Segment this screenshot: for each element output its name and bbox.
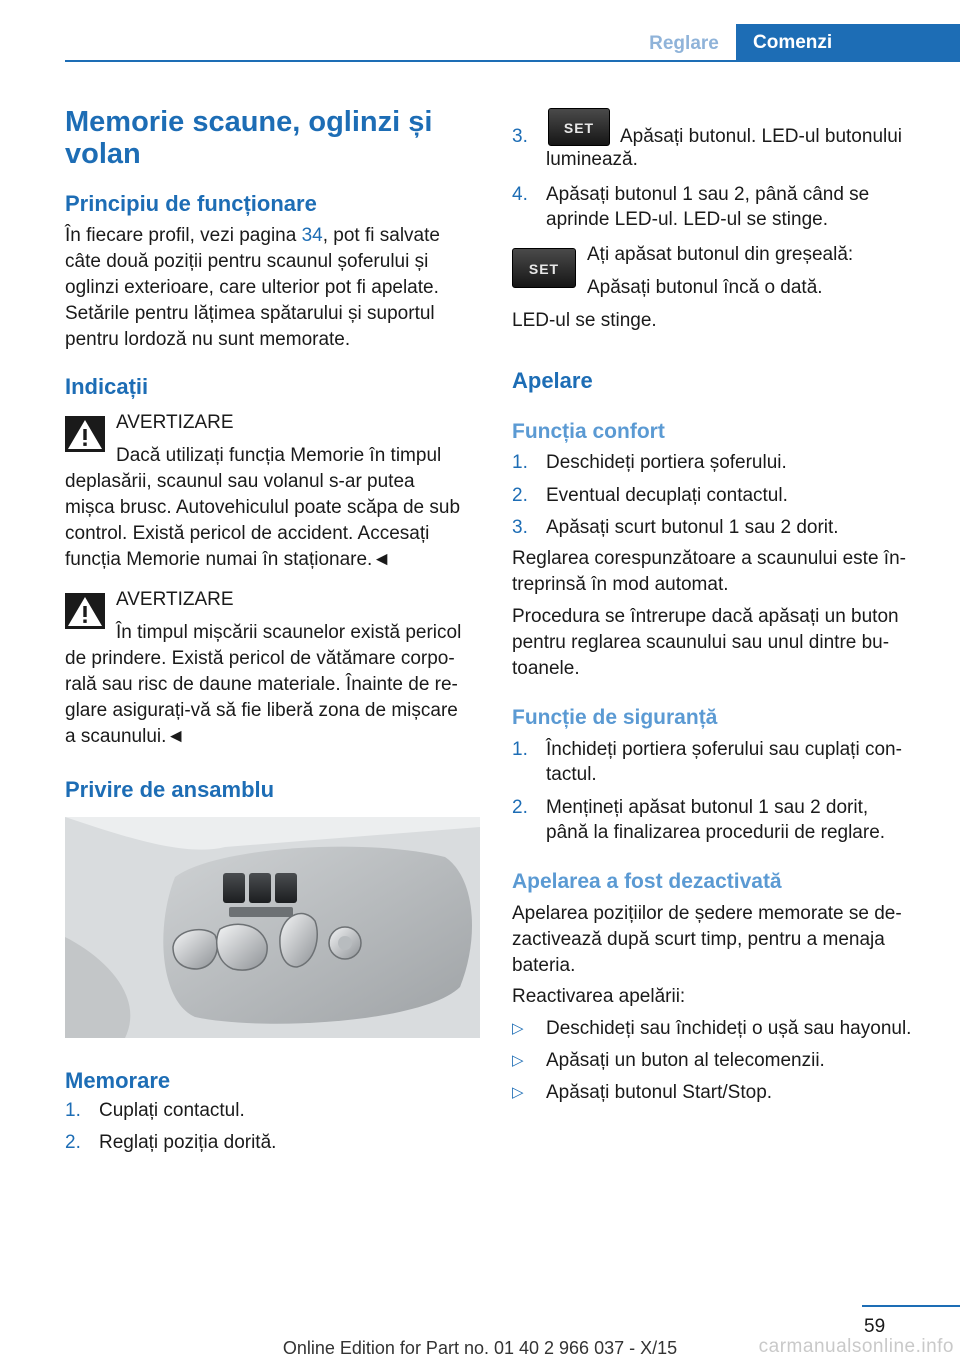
mistake-line2: Apăsați butonul încă o dată. — [587, 277, 823, 298]
tab-comenzi[interactable]: Comenzi — [736, 24, 960, 62]
set-button-icon: SET — [512, 248, 576, 288]
list-item: 1. Deschideți portiera șoferului. — [512, 452, 787, 473]
heading-indicatii: Indicații — [65, 374, 149, 399]
triangle-bullet-icon: ▷ — [512, 1084, 524, 1101]
list-item: 3. Apăsați scurt butonul 1 sau 2 dorit. — [512, 517, 839, 538]
list-item: 1. Închideți portiera șoferului sau cuplați con- tactul. — [512, 739, 902, 785]
seat-controls-illustration — [65, 817, 480, 1038]
seat-controls-photo — [65, 817, 480, 1038]
watermark: carmanualsonline.info — [758, 1336, 954, 1357]
heading-dezactivata: Apelarea a fost dezactivată — [512, 870, 782, 893]
heading-memorare: Memorare — [65, 1068, 171, 1093]
warning2-label: AVERTIZARE — [116, 589, 234, 610]
heading-siguranta: Funcție de siguranță — [512, 706, 718, 729]
heading-privire: Privire de ansamblu — [65, 777, 275, 802]
page-number: 59 — [864, 1316, 886, 1337]
list-item: 2. Eventual decuplați contactul. — [512, 485, 788, 506]
list-item-step4: 4. Apăsați butonul 1 sau 2, până când se aprinde LED-ul. LED-ul se stinge. — [512, 184, 870, 230]
heading-apelare: Apelare — [512, 368, 593, 393]
list-item-step3: 3. Apăsați butonul. LED-ul butonului luminează. — [512, 126, 903, 170]
warning1-text: deplasării, scaunul sau volanul s-ar putea mișca brusc. Autovehiculul poate scăpa de sub control. Există pericol de accident. Accesați funcția Memorie numai în staționare.◄ — [65, 471, 461, 570]
header-rule — [65, 60, 960, 62]
reactivare-label: Reactivarea apelării: — [512, 986, 686, 1007]
principiu-paragraph: În fiecare profil, vezi pagina 34, pot fi salvate câte două poziții pentru scaunul șoferului și oglinzi exterioare, care ulterior pot fi apelate. Setările pentru lățimea spătarului și suportul pentru lordoză nu sunt memorate. — [65, 225, 440, 350]
list-item: 2. Reglați poziția dorită. — [65, 1132, 277, 1153]
dezactivata-paragraph: Apelarea pozițiilor de ședere memorate se de- zactivează după scurt timp, pentru a menaja bateria. — [512, 903, 902, 976]
warning-triangle-icon — [65, 593, 105, 629]
list-item: ▷ Apăsați un buton al telecomenzii. — [512, 1048, 932, 1074]
led-off-text: LED-ul se stinge. — [512, 310, 657, 331]
triangle-bullet-icon: ▷ — [512, 1020, 524, 1037]
heading-principiu: Principiu de funcționare — [65, 191, 317, 216]
page-number-rule — [862, 1305, 960, 1307]
warning2-text: de prindere. Există pericol de vătămare corpo- rală sau risc de daune materiale. Înainte de re- glare asigurați-vă să fie liberă zona de mișcare a scaunului.◄ — [65, 648, 458, 747]
page-link-34[interactable]: 34 — [301, 225, 323, 246]
tab-reglare[interactable]: Reglare — [649, 33, 719, 54]
mistake-line1: Ați apăsat butonul din greșeală: — [587, 244, 854, 265]
list-item: 1. Cuplați contactul. — [65, 1100, 245, 1121]
heading-confort: Funcția confort — [512, 420, 665, 443]
warning2-line1: În timpul mișcării scaunelor există pericol — [116, 622, 462, 643]
page-title-line1: Memorie scaune, oglinzi și — [65, 106, 433, 138]
list-item: ▷ Apăsați butonul Start/Stop. — [512, 1080, 932, 1106]
warning-triangle-icon — [65, 416, 105, 452]
set-button-icon: SET — [548, 108, 610, 146]
warning1-line1: Dacă utilizați funcția Memorie în timpul — [116, 445, 442, 466]
triangle-bullet-icon: ▷ — [512, 1052, 524, 1069]
list-item: 2. Mențineți apăsat butonul 1 sau 2 dorit, până la finalizarea procedurii de reglare. — [512, 797, 886, 843]
confort-paragraph2: Procedura se întrerupe dacă apăsați un buton pentru reglarea scaunului sau unul dintre bu- toanele. — [512, 606, 899, 679]
warning1-label: AVERTIZARE — [116, 412, 234, 433]
list-item: ▷ Deschideți sau închideți o ușă sau hayonul. — [512, 1016, 932, 1042]
page-title-line2: volan — [65, 138, 141, 170]
edition-footer: Online Edition for Part no. 01 40 2 966 037 - X/15 — [282, 1338, 678, 1358]
confort-paragraph1: Reglarea corespunzătoare a scaunului este în- treprinsă în mod automat. — [512, 548, 906, 595]
